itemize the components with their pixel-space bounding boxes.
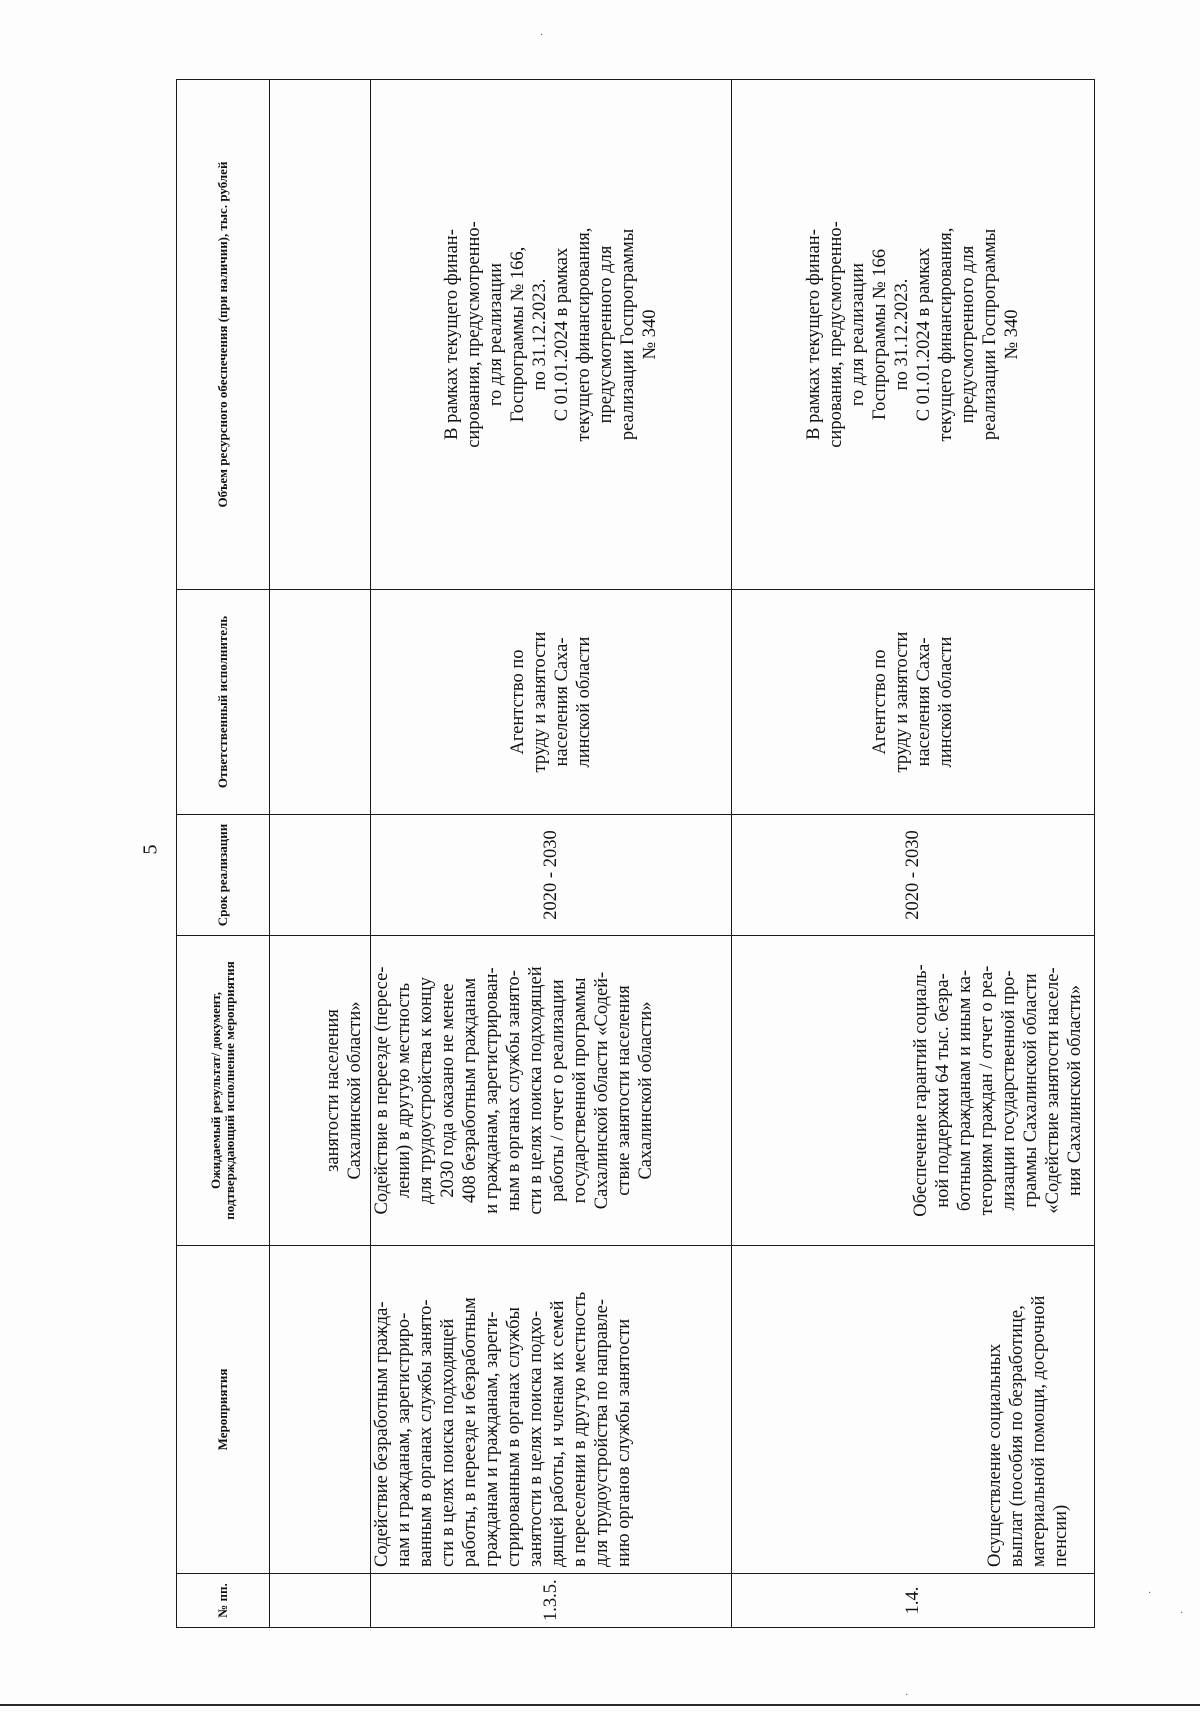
cell-term: 2020 - 2030: [371, 815, 732, 936]
scan-bottom-edge: [0, 1704, 1200, 1706]
cell-activity: Содействие безработным гражда- нам и гражданам, зарегистриро- ванным в органах службы занято- сти в целях поиска подходящей работы, в переезде и безработным гражданам и гражданам, зареги- стрированным в органах службы занятости в целях поиска подхо- дящей работы, и членам их семей в переселении в другую местность для трудоустройства по направле- нию органов службы занятости: [371, 1246, 732, 1574]
cell-executor: Агентство по труду и занятости населения Саха- линской области: [371, 590, 732, 815]
cell-executor: [270, 590, 371, 815]
scan-speck: ·: [540, 30, 544, 41]
cell-activity: [270, 1246, 371, 1574]
header-executor: Ответственный исполнитель: [177, 590, 270, 815]
cell-resources: В рамках текущего финан- сирования, предусмотренно- го для реализации Госпрограммы № 166 по 31.12.2023. С 01.01.2024 в рамках текущего финансирования, предусмотренного для реализации Госпрограммы № 340: [732, 80, 1095, 590]
activities-table: [176, 79, 1095, 1628]
cell-resources: В рамках текущего финан- сирования, предусмотренно- го для реализации Госпрограммы № 166, по 31.12.2023. С 01.01.2024 в рамках текущего финансирования, предусмотренного для реализации Госпрограммы № 340: [371, 80, 732, 590]
table-header-row: [177, 80, 270, 1628]
table-row: [270, 80, 371, 1628]
cell-term: 2020 - 2030: [732, 815, 1095, 936]
cell-num: [270, 1574, 371, 1628]
header-num: № пп.: [177, 1574, 270, 1628]
table-row: [732, 80, 1095, 1628]
header-term: Срок реализации: [177, 815, 270, 936]
header-activity: Мероприятия: [177, 1246, 270, 1574]
cell-result: Обеспечение гарантий социаль- ной поддержки 64 тыс. безра- ботным гражданам и иным ка- тегориям граждан / отчет о реа- лизации государственной про- граммы Сахалинской области «Содействие занятости населе- ния Сахалинской области»: [732, 936, 1095, 1246]
cell-term: [270, 815, 371, 936]
scan-speck: ·: [905, 1690, 909, 1701]
cell-num: 1.3.5.: [371, 1574, 732, 1628]
rotated-table-wrapper: [176, 80, 1085, 1628]
cell-activity: Осуществление социальных выплат (пособия по безработице, материальной помощи, досрочной пенсии): [732, 1246, 1095, 1574]
header-resources: Объем ресурсного обеспечения (при наличии), тыс. рублей: [177, 80, 270, 590]
cell-result: Содействие в переезде (пересе- лении) в другую местность для трудоустройства к концу 2030 года оказано не менее 408 безработным гражданам и гражданам, зарегистрирован- ным в органах службы занято- сти в целях поиска подходящей работы / отчет о реализации государственной программы Сахалинской области «Содей- ствие занятости населения Сахалинской области»: [371, 936, 732, 1246]
header-result: Ожидаемый результат/ документ, подтверждающий исполнение мероприятия: [177, 936, 270, 1246]
scan-speck: ·: [1148, 1588, 1152, 1599]
scan-speck: ·: [1180, 1608, 1184, 1619]
page-number: 5: [139, 844, 162, 855]
cell-executor: Агентство по труду и занятости населения Саха- линской области: [732, 590, 1095, 815]
cell-result: занятости населения Сахалинской области»: [270, 936, 371, 1246]
cell-num: 1.4.: [732, 1574, 1095, 1628]
table-row: [371, 80, 732, 1628]
cell-resources: [270, 80, 371, 590]
